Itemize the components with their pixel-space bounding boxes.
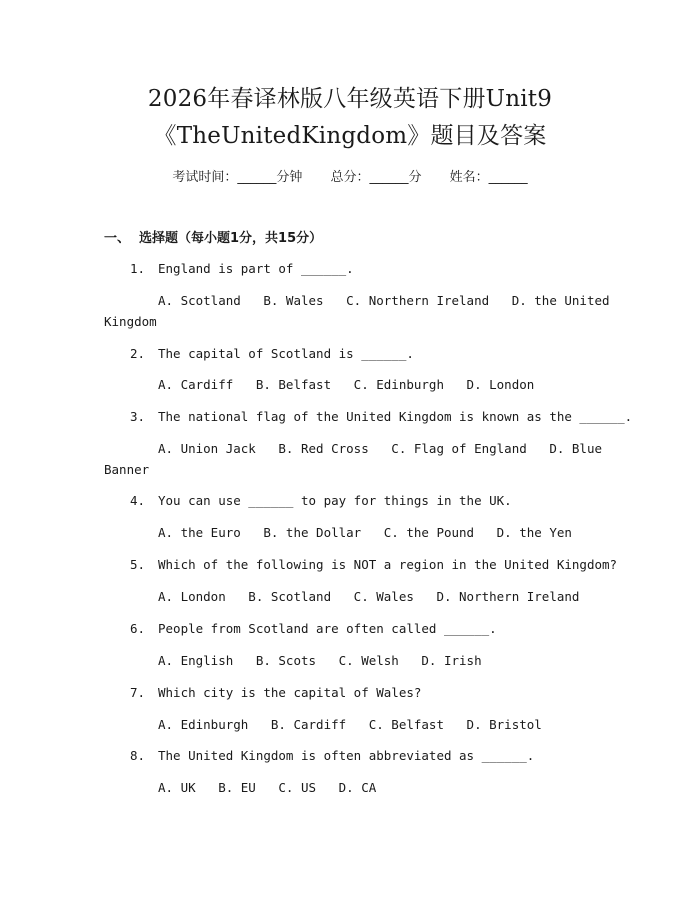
- question-7: [130, 684, 421, 702]
- question-number: 2.: [130, 346, 146, 361]
- exam-time-field: 考试时间：______分钟: [172, 170, 303, 185]
- question-text: Which city is the capital of Wales?: [158, 685, 422, 700]
- question-6-options: A. English B. Scots C. Welsh D. Irish: [158, 653, 482, 668]
- question-number: 6.: [130, 621, 146, 636]
- question-3: [130, 408, 632, 426]
- student-name-field: 姓名：______: [449, 170, 528, 185]
- question-5: [130, 556, 617, 574]
- question-3-options-wrap: Banner: [104, 462, 150, 477]
- question-number: 8.: [130, 748, 146, 763]
- question-8: [130, 747, 534, 765]
- question-2: [130, 345, 414, 363]
- question-text: England is part of ______.: [158, 261, 354, 276]
- question-1: [130, 260, 354, 278]
- question-text: The national flag of the United Kingdom is known as the ______.: [158, 409, 633, 424]
- question-4: [130, 492, 512, 510]
- section-number: 一、: [104, 231, 131, 246]
- exam-title-line-1: 2026年春译林版八年级英语下册Unit9: [147, 86, 553, 112]
- total-score-field: 总分：______分: [330, 170, 422, 185]
- question-text: People from Scotland are often called ______.: [158, 621, 497, 636]
- question-5-options: A. London B. Scotland C. Wales D. Northern Ireland: [158, 589, 580, 604]
- exam-title-line-2: 《TheUnitedKingdom》题目及答案: [153, 123, 547, 149]
- question-number: 4.: [130, 493, 146, 508]
- question-2-options: A. Cardiff B. Belfast C. Edinburgh D. London: [158, 377, 535, 392]
- question-number: 1.: [130, 261, 146, 276]
- exam-meta: [0, 168, 700, 188]
- question-1-options-wrap: Kingdom: [104, 314, 157, 329]
- question-text: You can use ______ to pay for things in the UK.: [158, 493, 512, 508]
- question-1-options: A. Scotland B. Wales C. Northern Ireland D. the United: [158, 293, 610, 308]
- question-text: The United Kingdom is often abbreviated as ______.: [158, 748, 535, 763]
- section-title: 选择题（每小题1分，共15分）: [139, 231, 323, 246]
- question-text: The capital of Scotland is ______.: [158, 346, 414, 361]
- question-8-options: A. UK B. EU C. US D. CA: [158, 780, 377, 795]
- question-3-options: A. Union Jack B. Red Cross C. Flag of England D. Blue: [158, 441, 603, 456]
- question-text: Which of the following is NOT a region in the United Kingdom?: [158, 557, 618, 572]
- question-number: 5.: [130, 557, 146, 572]
- question-number: 3.: [130, 409, 146, 424]
- question-4-options: A. the Euro B. the Dollar C. the Pound D. the Yen: [158, 525, 572, 540]
- question-6: [130, 620, 497, 638]
- question-7-options: A. Edinburgh B. Cardiff C. Belfast D. Bristol: [158, 717, 542, 732]
- question-number: 7.: [130, 685, 146, 700]
- section-heading: [104, 229, 322, 249]
